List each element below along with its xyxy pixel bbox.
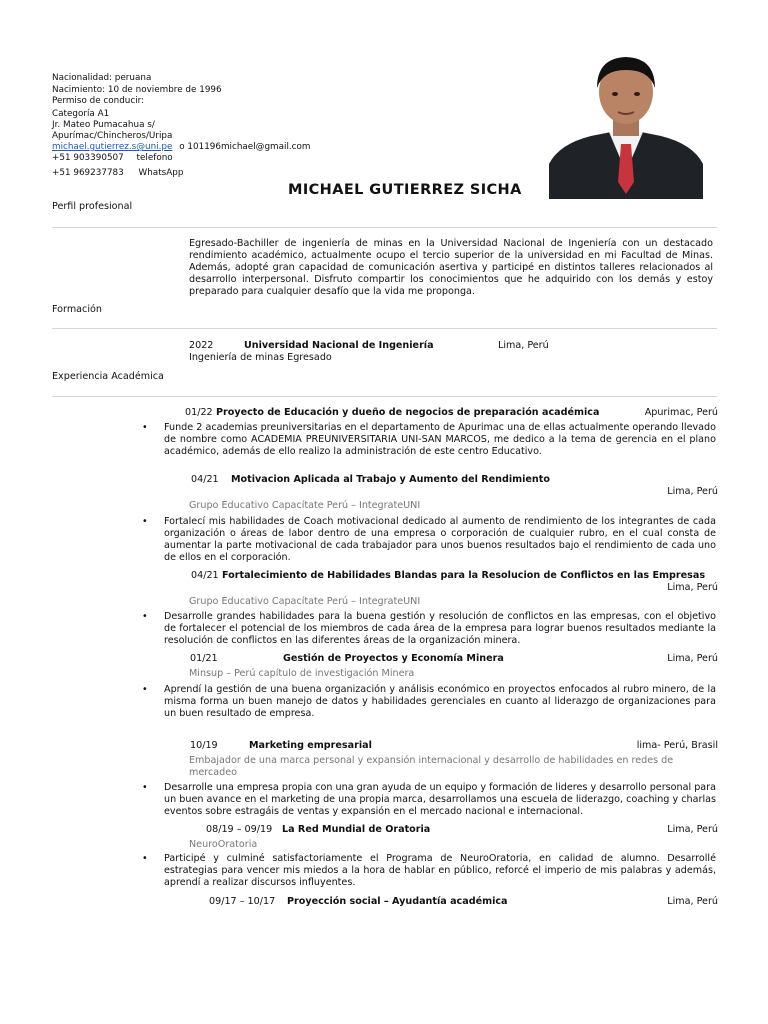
experience-description: Participé y culminé satisfactoriamente el Programa de NeuroOratoria, en calidad de alumno. Desarrollé estrategias para vencer mis miedos a la hora de hablar en público, reforcé el imperio de mis palabras y además, aprendí a realizar discursos influyentes.: [164, 853, 716, 888]
profile-section-label: Perfil profesional: [52, 201, 133, 212]
experience-date: 01/22: [185, 407, 213, 418]
experience-organization: Grupo Educativo Capacítate Perú – IntegrateUNI: [189, 596, 421, 607]
experience-location: lima- Perú, Brasil: [636, 740, 718, 751]
experience-description: Fortalecí mis habilidades de Coach motivacional dedicado al aumento de rendimiento de los integrantes de cada organización o áreas de labor dentro de una empresa o corporación de cualquier rubro, en el cual consta de aumentar la parte motivacional de cada trabajador para unos buenos resultados bajo el rendimiento de cada uno de ellos en el corporación.: [164, 516, 716, 563]
experience-description: Desarrolle grandes habilidades para la buena gestión y resolución de conflictos en las empresas, con el objetivo de fortalecer el potencial de los miembros de cada área de la empresa para lograr buenos resultados mediante la resolución de conflictos en las diferentes áreas de la organización minera.: [164, 611, 716, 646]
address-line-2: Apurímac/Chincheros/Uripa: [52, 131, 173, 141]
experience-section-label: Experiencia Académica: [52, 371, 164, 382]
bullet-dot: •: [142, 516, 148, 527]
phone-number: +51 903390507: [52, 153, 124, 163]
email-secondary: 101196michael@gmail.com: [187, 142, 311, 152]
bullet-dot: •: [142, 684, 148, 695]
experience-date: 04/21: [191, 570, 219, 581]
phone-row-1: [52, 152, 173, 165]
experience-title: Marketing empresarial: [249, 740, 372, 751]
experience-location: Lima, Perú: [667, 824, 718, 835]
experience-title: Proyección social – Ayudantía académica: [287, 896, 508, 907]
experience-location: Lima, Perú: [667, 896, 718, 907]
experience-organization: Embajador de una marca personal y expansión internacional y desarrollo de habilidades en redes de mercadeo: [189, 755, 674, 778]
bullet-dot: •: [142, 782, 148, 793]
license-category: Categoría A1: [52, 109, 110, 119]
experience-title: La Red Mundial de Oratoria: [282, 824, 431, 835]
experience-title: Gestión de Proyectos y Economía Minera: [283, 653, 504, 664]
experience-description: Funde 2 academias preuniversitarias en el departamento de Apurimac una de ellas actualmente operando llevado de nombre como ACADEMIA PREUNIVERSITARIA UNI-SAN MARCOS, me dedico a la tema de gerencia en el plano académico, además de ello realizo la administración de este centro Educativo.: [164, 422, 716, 457]
bullet-dot: •: [142, 853, 148, 864]
address-line-1: Jr. Mateo Pumacahua s/: [52, 120, 155, 130]
profile-photo: [549, 52, 703, 199]
experience-location: Lima, Perú: [667, 653, 718, 664]
experience-location: Apurimac, Perú: [644, 407, 718, 418]
email-link[interactable]: michael.gutierrez.s@uni.pe: [52, 142, 173, 152]
experience-title: Fortalecimiento de Habilidades Blandas para la Resolucion de Conflictos en las Empresas: [222, 570, 706, 581]
whatsapp-number: +51 969237783: [52, 168, 124, 178]
whatsapp-label: WhatsApp: [138, 168, 184, 178]
experience-title: Motivacion Aplicada al Trabajo y Aumento del Rendimiento: [231, 474, 550, 485]
education-location: Lima, Perú: [498, 340, 549, 351]
education-degree: Ingeniería de minas Egresado: [189, 352, 332, 363]
birth-date: Nacimiento: 10 de noviembre de 1996: [52, 85, 222, 95]
profile-summary: Egresado-Bachiller de ingeniería de minas en la Universidad Nacional de Ingeniería con un destacado rendimiento académico, actualmente ocupo el tercio superior de la universidad en mi Facultad de Minas. Además, adopté gran capacidad de comunicación asertiva y participé en distintos talleres relacionados al desarrollo interpersonal. Disfruto compartir los conocimientos que he adquirido con los demás y estoy preparado para cualquier desafío que la vida me proponga.: [189, 238, 713, 297]
experience-description: Aprendí la gestión de una buena organización y análisis económico en proyectos enfocados al rubro minero, de la misma forma un buen manejo de datos y habilidades gerenciales en cuanto al liderazgo de organizaciones para un buen resultado de empresa.: [164, 684, 716, 719]
education-section-label: Formación: [52, 304, 102, 315]
bullet-dot: •: [142, 422, 148, 433]
phone-label: telefono: [136, 153, 173, 163]
experience-organization: NeuroOratoria: [189, 839, 258, 850]
phone-row-2: [52, 167, 183, 180]
nationality: Nacionalidad: peruana: [52, 73, 152, 83]
experience-divider: [52, 396, 717, 397]
profile-divider: [52, 227, 717, 228]
experience-date: 09/17 – 10/17: [209, 896, 276, 907]
experience-location: Lima, Perú: [667, 486, 718, 497]
email-separator: o: [179, 142, 185, 152]
bullet-dot: •: [142, 611, 148, 622]
experience-date: 01/21: [190, 653, 218, 664]
experience-organization: Grupo Educativo Capacítate Perú – IntegrateUNI: [189, 500, 421, 511]
drivers-license: Permiso de conducir:: [52, 96, 145, 106]
education-school: Universidad Nacional de Ingeniería: [244, 340, 434, 351]
experience-date: 04/21: [191, 474, 219, 485]
experience-organization: Minsup – Perú capítulo de investigación Minera: [189, 668, 415, 679]
education-year: 2022: [189, 340, 214, 351]
education-divider: [52, 328, 717, 329]
experience-date: 10/19: [190, 740, 218, 751]
experience-title: Proyecto de Educación y dueño de negocios de preparación académica: [216, 407, 600, 418]
experience-date: 08/19 – 09/19: [206, 824, 273, 835]
experience-location: Lima, Perú: [667, 582, 718, 593]
candidate-name: MICHAEL GUTIERREZ SICHA: [288, 182, 522, 198]
experience-description: Desarrolle una empresa propia con una gran ayuda de un equipo y formación de lideres y desarrollo personal para un buen avance en el marketing de una propia marca, desarrollamos una escuela de liderazgo, coaching y charlas eventos sobre estragáis de ventas y expansión en el mercado nacional e internacional.: [164, 782, 716, 817]
